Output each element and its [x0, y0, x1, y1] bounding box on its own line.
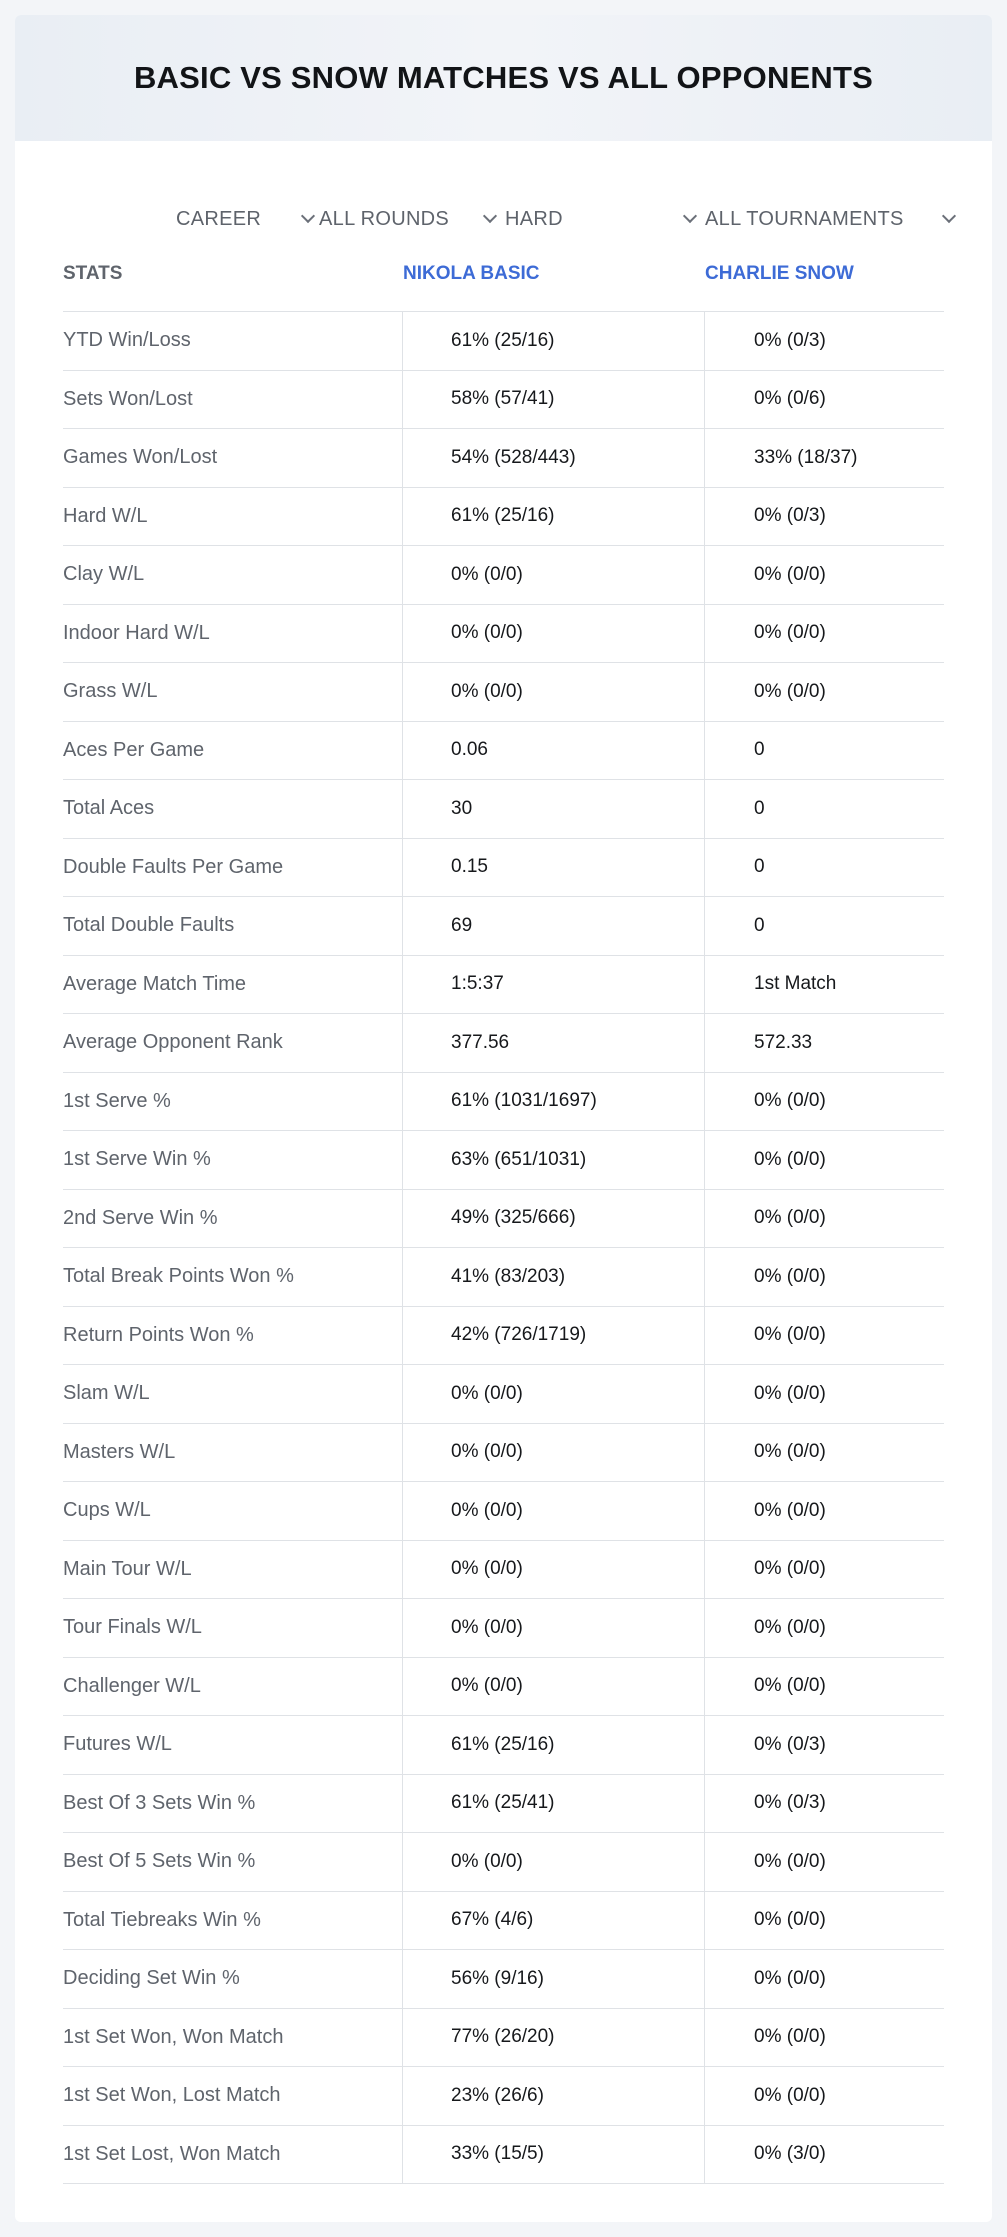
stat-label: Games Won/Lost [63, 429, 403, 487]
player1-stat-value: 67% (4/6) [403, 1892, 705, 1950]
table-row [63, 1950, 944, 2009]
table-row [63, 722, 944, 781]
stat-label: Total Tiebreaks Win % [63, 1892, 403, 1950]
player2-stat-value: 0% (0/0) [754, 1616, 826, 1638]
table-row [63, 1716, 944, 1775]
player1-stat-value: 63% (651/1031) [403, 1131, 705, 1189]
stat-label: 1st Set Won, Lost Match [63, 2067, 403, 2125]
table-row [63, 1014, 944, 1073]
player1-stat-value: 0% (0/0) [403, 1541, 705, 1599]
table-row [63, 2009, 944, 2068]
player1-stat-value: 0% (0/0) [403, 1658, 705, 1716]
table-row [63, 1482, 944, 1541]
player2-stat-value: 0% (0/6) [754, 388, 826, 410]
player2-stat-value: 0% (0/0) [754, 680, 826, 702]
player2-stat-value: 0% (0/0) [754, 1499, 826, 1521]
player1-stat-value: 1:5:37 [403, 956, 705, 1014]
player2-stat-value: 0% (0/0) [754, 2026, 826, 2048]
player1-column-header[interactable]: NIKOLA BASIC [403, 263, 540, 284]
player1-stat-value: 23% (26/6) [403, 2067, 705, 2125]
stat-label: Average Match Time [63, 956, 403, 1014]
stat-label: 2nd Serve Win % [63, 1190, 403, 1248]
stat-label: 1st Serve % [63, 1073, 403, 1131]
stats-table [63, 237, 944, 2184]
table-row [63, 605, 944, 664]
chevron-down-icon [301, 209, 315, 223]
player2-stat-value: 0% (0/0) [754, 1850, 826, 1872]
player2-stat-value: 0% (0/0) [754, 1090, 826, 1112]
player1-stat-value: 0% (0/0) [403, 1599, 705, 1657]
player1-stat-value: 33% (15/5) [403, 2126, 705, 2184]
table-row [63, 956, 944, 1015]
stat-label: Challenger W/L [63, 1658, 403, 1716]
stat-label: 1st Serve Win % [63, 1131, 403, 1189]
stat-label: YTD Win/Loss [63, 312, 403, 370]
table-row [63, 663, 944, 722]
stat-label: Slam W/L [63, 1365, 403, 1423]
chevron-down-icon [483, 209, 497, 223]
player2-stat-value: 0% (0/0) [754, 1324, 826, 1346]
player1-stat-value: 0% (0/0) [403, 1482, 705, 1540]
chevron-down-icon [942, 209, 956, 223]
player1-stat-value: 0% (0/0) [403, 605, 705, 663]
player2-stat-value: 0% (0/0) [754, 1207, 826, 1229]
table-row [63, 1424, 944, 1483]
player1-stat-value: 61% (25/16) [403, 1716, 705, 1774]
stat-label: Return Points Won % [63, 1307, 403, 1365]
player1-stat-value: 49% (325/666) [403, 1190, 705, 1248]
player1-stat-value: 0% (0/0) [403, 546, 705, 604]
player1-stat-value: 30 [403, 780, 705, 838]
player2-stat-value: 0% (0/0) [754, 1148, 826, 1170]
table-row [63, 546, 944, 605]
round-filter-label: ALL ROUNDS [319, 207, 450, 230]
stat-label: Main Tour W/L [63, 1541, 403, 1599]
page-title: BASIC VS SNOW MATCHES VS ALL OPPONENTS [133, 60, 874, 95]
table-row [63, 2067, 944, 2126]
table-row [63, 1833, 944, 1892]
period-filter-label: CAREER [176, 207, 262, 230]
player2-stat-value: 0% (3/0) [754, 2143, 826, 2165]
player2-stat-value: 33% (18/37) [754, 446, 858, 468]
table-row [63, 1190, 944, 1249]
player2-stat-value: 0 [754, 914, 765, 936]
stat-label: Hard W/L [63, 488, 403, 546]
player2-stat-value: 0% (0/0) [754, 1967, 826, 1989]
player1-stat-value: 42% (726/1719) [403, 1307, 705, 1365]
table-row [63, 1073, 944, 1132]
card-header [15, 15, 992, 141]
table-row [63, 839, 944, 898]
player1-stat-value: 0.15 [403, 839, 705, 897]
stats-column-header: STATS [63, 263, 123, 284]
player1-stat-value: 0% (0/0) [403, 1365, 705, 1423]
player1-stat-value: 77% (26/20) [403, 2009, 705, 2067]
player1-stat-value: 61% (1031/1697) [403, 1073, 705, 1131]
table-row [63, 1307, 944, 1366]
stat-label: Average Opponent Rank [63, 1014, 403, 1072]
table-header-row [63, 237, 944, 312]
table-row [63, 1541, 944, 1600]
player2-stat-value: 0% (0/0) [754, 1441, 826, 1463]
player2-stat-value: 0 [754, 856, 765, 878]
surface-filter-label: HARD [505, 207, 563, 230]
player1-stat-value: 58% (57/41) [403, 371, 705, 429]
stat-label: 1st Set Won, Won Match [63, 2009, 403, 2067]
player2-stat-value: 0% (0/0) [754, 1265, 826, 1287]
stat-label: Best Of 5 Sets Win % [63, 1833, 403, 1891]
table-row [63, 371, 944, 430]
player2-stat-value: 0% (0/0) [754, 1909, 826, 1931]
player1-stat-value: 0.06 [403, 722, 705, 780]
table-row [63, 1248, 944, 1307]
table-body [63, 312, 944, 2184]
stat-label: Clay W/L [63, 546, 403, 604]
player2-stat-value: 0% (0/0) [754, 622, 826, 644]
player2-stat-value: 0 [754, 739, 765, 761]
stat-label: Masters W/L [63, 1424, 403, 1482]
player2-stat-value: 0% (0/0) [754, 1675, 826, 1697]
stat-label: Double Faults Per Game [63, 839, 403, 897]
player1-stat-value: 54% (528/443) [403, 429, 705, 487]
table-row [63, 1599, 944, 1658]
player1-stat-value: 61% (25/16) [403, 488, 705, 546]
table-row [63, 1775, 944, 1834]
table-row [63, 1892, 944, 1951]
player2-stat-value: 1st Match [754, 973, 837, 995]
stat-label: 1st Set Lost, Won Match [63, 2126, 403, 2184]
player1-stat-value: 61% (25/41) [403, 1775, 705, 1833]
player2-stat-value: 0 [754, 797, 765, 819]
table-row [63, 1131, 944, 1190]
table-row [63, 1365, 944, 1424]
stat-label: Total Aces [63, 780, 403, 838]
player2-stat-value: 572.33 [754, 1031, 813, 1053]
player2-stat-value: 0% (0/3) [754, 1792, 826, 1814]
player1-stat-value: 0% (0/0) [403, 663, 705, 721]
player2-stat-value: 0% (0/0) [754, 1382, 826, 1404]
table-row [63, 1658, 944, 1717]
stat-label: Sets Won/Lost [63, 371, 403, 429]
stat-label: Deciding Set Win % [63, 1950, 403, 2008]
chevron-down-icon [683, 209, 697, 223]
stat-label: Cups W/L [63, 1482, 403, 1540]
stat-label: Futures W/L [63, 1716, 403, 1774]
player1-stat-value: 41% (83/203) [403, 1248, 705, 1306]
table-row [63, 488, 944, 547]
table-row [63, 897, 944, 956]
stat-label: Total Double Faults [63, 897, 403, 955]
tournament-filter-label: ALL TOURNAMENTS [705, 207, 904, 230]
table-row [63, 780, 944, 839]
player1-stat-value: 56% (9/16) [403, 1950, 705, 2008]
stat-label: Tour Finals W/L [63, 1599, 403, 1657]
player1-stat-value: 69 [403, 897, 705, 955]
player2-stat-value: 0% (0/0) [754, 2084, 826, 2106]
player2-stat-value: 0% (0/3) [754, 1733, 826, 1755]
player2-stat-value: 0% (0/3) [754, 329, 826, 351]
table-row [63, 2126, 944, 2185]
player2-column-header[interactable]: CHARLIE SNOW [705, 263, 854, 284]
stat-label: Aces Per Game [63, 722, 403, 780]
player1-stat-value: 61% (25/16) [403, 312, 705, 370]
player1-stat-value: 0% (0/0) [403, 1424, 705, 1482]
player1-stat-value: 0% (0/0) [403, 1833, 705, 1891]
table-row [63, 312, 944, 371]
player2-stat-value: 0% (0/0) [754, 563, 826, 585]
player2-stat-value: 0% (0/0) [754, 1558, 826, 1580]
player1-stat-value: 377.56 [403, 1014, 705, 1072]
table-row [63, 429, 944, 488]
stat-label: Grass W/L [63, 663, 403, 721]
stat-label: Best Of 3 Sets Win % [63, 1775, 403, 1833]
stat-label: Indoor Hard W/L [63, 605, 403, 663]
player2-stat-value: 0% (0/3) [754, 505, 826, 527]
stat-label: Total Break Points Won % [63, 1248, 403, 1306]
stats-card [15, 15, 992, 2222]
